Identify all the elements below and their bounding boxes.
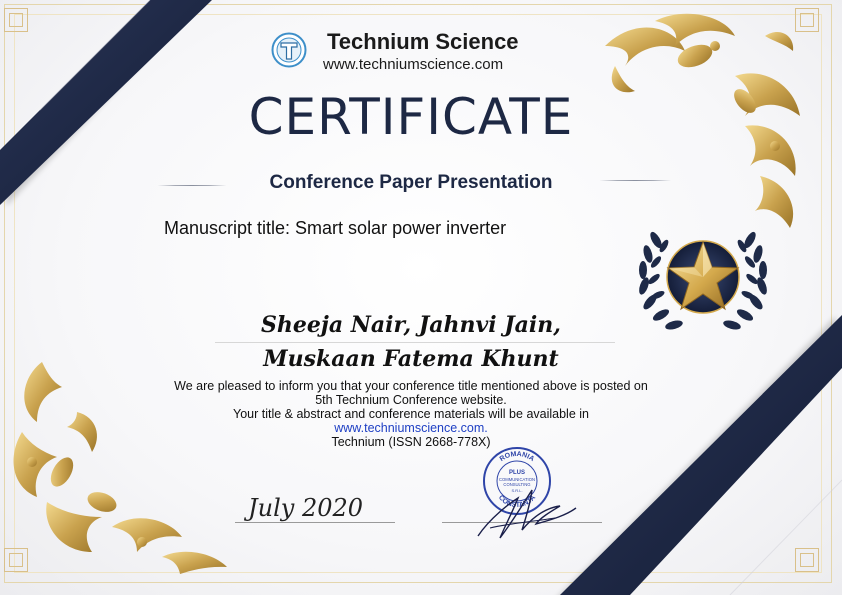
stamp-bottom-text: CONSTANTA	[496, 494, 538, 510]
stamp-center-line-4: S.R.L.	[511, 488, 523, 493]
certificate-date: July 2020	[248, 494, 364, 522]
brand-url: www.techniumscience.com	[323, 56, 504, 73]
info-website-link[interactable]: www.techniumscience.com.	[334, 421, 488, 435]
subtitle-rule-right	[573, 179, 698, 181]
technium-t-logo-icon	[271, 32, 307, 68]
certificate-subtitle: Conference Paper Presentation	[269, 172, 553, 193]
info-line-2: 5th Technium Conference website.	[315, 393, 507, 407]
stamp-center-line-2: COMMUNICATION	[499, 477, 535, 482]
handwritten-signature-icon	[470, 478, 580, 544]
brand-name: Technium Science	[327, 29, 519, 54]
stamp-center-line-1: PLUS	[508, 470, 526, 476]
info-line-3: Your title & abstract and conference materials will be available in	[233, 407, 589, 421]
authors-line-1: Sheeja Nair, Jahnvi Jain,	[261, 312, 561, 338]
info-text-block	[0, 379, 832, 449]
authors-line-2: Muskaan Fatema Khunt	[263, 346, 559, 372]
certificate-title: CERTIFICATE	[248, 88, 574, 146]
stamp-top-text: ROMANIA	[498, 450, 536, 464]
authors-divider	[215, 342, 615, 343]
info-issn: Technium (ISSN 2668-778X)	[331, 435, 491, 449]
manuscript-title: Manuscript title: Smart solar power inverter	[164, 218, 507, 238]
stamp-center-line-3: CONSULTING	[503, 482, 531, 487]
info-line-1: We are pleased to inform you that your conference title mentioned above is posted on	[174, 379, 648, 393]
date-underline	[235, 522, 395, 523]
